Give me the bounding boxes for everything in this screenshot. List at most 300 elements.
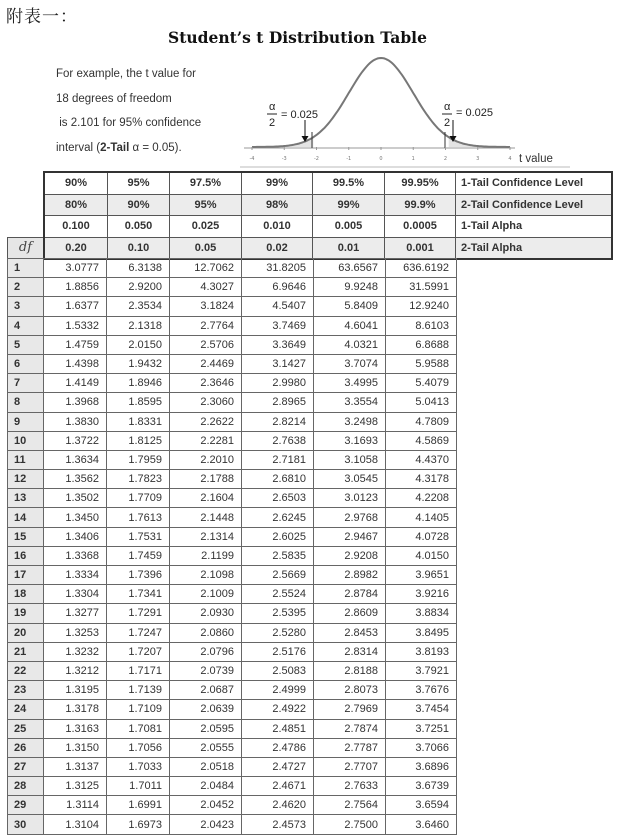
df-cell: 18 bbox=[8, 585, 44, 604]
t-value-cell: 2.5669 bbox=[242, 566, 314, 585]
header-cell: 0.005 bbox=[313, 216, 385, 238]
t-table bbox=[7, 258, 457, 835]
t-value-axis-label: t value bbox=[519, 153, 553, 165]
t-value-cell: 1.3634 bbox=[44, 450, 107, 469]
header-cell: 97.5% bbox=[170, 172, 242, 194]
t-value-cell: 4.1405 bbox=[386, 508, 457, 527]
t-value-cell: 2.5176 bbox=[242, 642, 314, 661]
header-cell: 90% bbox=[44, 172, 108, 194]
example-text bbox=[56, 62, 201, 160]
axis-ticks bbox=[250, 147, 512, 162]
t-value-cell: 3.7921 bbox=[386, 661, 457, 680]
t-value-cell: 2.5280 bbox=[242, 623, 314, 642]
t-value-cell: 2.0739 bbox=[170, 661, 242, 680]
t-value-cell: 2.8982 bbox=[314, 566, 386, 585]
t-value-cell: 2.5706 bbox=[170, 335, 242, 354]
t-value-cell: 3.7676 bbox=[386, 681, 457, 700]
t-value-cell: 1.3178 bbox=[44, 700, 107, 719]
header-cell: 0.001 bbox=[385, 237, 456, 259]
df-cell: 29 bbox=[8, 796, 44, 815]
df-cell: 7 bbox=[8, 374, 44, 393]
t-value-cell: 2.0930 bbox=[170, 604, 242, 623]
t-value-cell: 1.3562 bbox=[44, 470, 107, 489]
header-row bbox=[44, 194, 612, 216]
t-value-cell: 1.3830 bbox=[44, 412, 107, 431]
t-value-cell: 3.1427 bbox=[242, 354, 314, 373]
df-cell: 12 bbox=[8, 470, 44, 489]
t-value-cell: 3.0777 bbox=[44, 259, 107, 278]
axis-tick-label: 4 bbox=[508, 156, 512, 162]
table-row bbox=[8, 546, 457, 565]
t-value-cell: 3.8834 bbox=[386, 604, 457, 623]
t-value-cell: 1.3968 bbox=[44, 393, 107, 412]
df-cell: 24 bbox=[8, 700, 44, 719]
t-value-cell: 2.4851 bbox=[242, 719, 314, 738]
header-cell: 0.20 bbox=[44, 237, 108, 259]
t-value-cell: 4.0150 bbox=[386, 546, 457, 565]
t-value-cell: 1.8946 bbox=[107, 374, 170, 393]
df-cell: 14 bbox=[8, 508, 44, 527]
table-row bbox=[8, 566, 457, 585]
table-row bbox=[8, 527, 457, 546]
table-row bbox=[8, 757, 457, 776]
t-value-cell: 2.4671 bbox=[242, 777, 314, 796]
example-line-2: 18 degrees of freedom bbox=[56, 92, 172, 105]
t-value-cell: 2.7874 bbox=[314, 719, 386, 738]
t-value-cell: 1.8331 bbox=[107, 412, 170, 431]
df-cell: 22 bbox=[8, 661, 44, 680]
right-alpha-denominator: 2 bbox=[444, 117, 451, 129]
t-value-cell: 12.9240 bbox=[386, 297, 457, 316]
table-row bbox=[8, 777, 457, 796]
t-value-cell: 2.7638 bbox=[242, 431, 314, 450]
t-value-cell: 3.6460 bbox=[386, 815, 457, 834]
df-cell: 5 bbox=[8, 335, 44, 354]
header-cell: 98% bbox=[242, 194, 313, 216]
t-value-cell: 2.0595 bbox=[170, 719, 242, 738]
t-value-cell: 1.7396 bbox=[107, 566, 170, 585]
t-value-cell: 1.3137 bbox=[44, 757, 107, 776]
t-value-cell: 1.7109 bbox=[107, 700, 170, 719]
t-value-cell: 1.7531 bbox=[107, 527, 170, 546]
t-value-cell: 2.7764 bbox=[170, 316, 242, 335]
header-cell: 0.05 bbox=[170, 237, 242, 259]
table-row bbox=[8, 738, 457, 757]
t-value-cell: 2.2281 bbox=[170, 431, 242, 450]
df-cell: 27 bbox=[8, 757, 44, 776]
df-cell: 23 bbox=[8, 681, 44, 700]
t-value-cell: 3.6896 bbox=[386, 757, 457, 776]
t-value-cell: 63.6567 bbox=[314, 259, 386, 278]
t-value-cell: 2.1604 bbox=[170, 489, 242, 508]
t-value-cell: 1.3722 bbox=[44, 431, 107, 450]
header-cell: 0.050 bbox=[108, 216, 170, 238]
t-value-cell: 2.7707 bbox=[314, 757, 386, 776]
header-cell: 80% bbox=[44, 194, 108, 216]
t-value-cell: 1.7247 bbox=[107, 623, 170, 642]
t-value-cell: 1.7081 bbox=[107, 719, 170, 738]
t-value-cell: 1.7341 bbox=[107, 585, 170, 604]
table-row bbox=[8, 393, 457, 412]
t-value-cell: 2.0555 bbox=[170, 738, 242, 757]
df-cell: 16 bbox=[8, 546, 44, 565]
t-value-cell: 1.3253 bbox=[44, 623, 107, 642]
axis-tick-label: -2 bbox=[314, 156, 319, 162]
t-value-cell: 2.0687 bbox=[170, 681, 242, 700]
axis-tick-label: -1 bbox=[346, 156, 352, 162]
t-value-cell: 2.8453 bbox=[314, 623, 386, 642]
t-value-cell: 3.1058 bbox=[314, 450, 386, 469]
table-row bbox=[8, 297, 457, 316]
header-cell: 95% bbox=[170, 194, 242, 216]
t-value-cell: 2.9768 bbox=[314, 508, 386, 527]
t-value-cell: 1.3304 bbox=[44, 585, 107, 604]
t-value-cell: 5.8409 bbox=[314, 297, 386, 316]
t-value-cell: 1.3334 bbox=[44, 566, 107, 585]
t-value-cell: 1.3195 bbox=[44, 681, 107, 700]
example-line-3: is 2.101 for 95% confidence bbox=[59, 117, 202, 129]
df-cell: 19 bbox=[8, 604, 44, 623]
t-value-cell: 2.8784 bbox=[314, 585, 386, 604]
t-value-cell: 1.7011 bbox=[107, 777, 170, 796]
t-value-cell: 3.8193 bbox=[386, 642, 457, 661]
t-value-cell: 2.9467 bbox=[314, 527, 386, 546]
t-value-cell: 2.4573 bbox=[242, 815, 314, 834]
t-value-cell: 1.7207 bbox=[107, 642, 170, 661]
t-value-cell: 3.9216 bbox=[386, 585, 457, 604]
header-row bbox=[44, 172, 612, 194]
df-column-header: df bbox=[7, 237, 43, 259]
table-row bbox=[8, 489, 457, 508]
t-value-cell: 3.9651 bbox=[386, 566, 457, 585]
t-value-cell: 5.4079 bbox=[386, 374, 457, 393]
t-value-cell: 2.5083 bbox=[242, 661, 314, 680]
right-alpha-numerator: α bbox=[444, 101, 451, 113]
table-row bbox=[8, 661, 457, 680]
t-value-cell: 6.9646 bbox=[242, 278, 314, 297]
t-value-cell: 5.9588 bbox=[386, 354, 457, 373]
t-value-cell: 3.2498 bbox=[314, 412, 386, 431]
t-value-cell: 2.1788 bbox=[170, 470, 242, 489]
t-value-cell: 2.5395 bbox=[242, 604, 314, 623]
t-value-cell: 1.8595 bbox=[107, 393, 170, 412]
df-cell: 15 bbox=[8, 527, 44, 546]
df-cell: 4 bbox=[8, 316, 44, 335]
t-value-cell: 2.4786 bbox=[242, 738, 314, 757]
table-row bbox=[8, 412, 457, 431]
header-row bbox=[44, 237, 612, 259]
t-value-cell: 2.4922 bbox=[242, 700, 314, 719]
t-value-cell: 2.0150 bbox=[107, 335, 170, 354]
t-value-cell: 2.0860 bbox=[170, 623, 242, 642]
header-cell: 0.02 bbox=[242, 237, 313, 259]
t-value-cell: 1.3277 bbox=[44, 604, 107, 623]
t-value-cell: 2.1009 bbox=[170, 585, 242, 604]
t-value-cell: 3.1693 bbox=[314, 431, 386, 450]
t-value-cell: 3.7454 bbox=[386, 700, 457, 719]
t-value-cell: 2.3646 bbox=[170, 374, 242, 393]
density-curve bbox=[252, 58, 510, 147]
t-value-cell: 4.2208 bbox=[386, 489, 457, 508]
t-value-cell: 4.3178 bbox=[386, 470, 457, 489]
t-value-cell: 2.8609 bbox=[314, 604, 386, 623]
t-value-cell: 1.7171 bbox=[107, 661, 170, 680]
header-cell: 0.10 bbox=[108, 237, 170, 259]
t-value-cell: 6.8688 bbox=[386, 335, 457, 354]
t-value-cell: 3.4995 bbox=[314, 374, 386, 393]
t-value-cell: 2.3534 bbox=[107, 297, 170, 316]
header-row-label: 2-Tail Confidence Level bbox=[456, 194, 613, 216]
header-cell: 99.5% bbox=[313, 172, 385, 194]
t-value-cell: 1.3163 bbox=[44, 719, 107, 738]
t-distribution-figure bbox=[240, 50, 618, 170]
t-value-cell: 2.8073 bbox=[314, 681, 386, 700]
axis-tick-label: -3 bbox=[281, 156, 287, 162]
df-cell: 25 bbox=[8, 719, 44, 738]
t-value-cell: 2.1314 bbox=[170, 527, 242, 546]
t-value-cell: 4.5869 bbox=[386, 431, 457, 450]
t-value-cell: 2.9200 bbox=[107, 278, 170, 297]
header-cell: 99% bbox=[313, 194, 385, 216]
table-row bbox=[8, 623, 457, 642]
t-value-cell: 1.3150 bbox=[44, 738, 107, 757]
t-value-cell: 1.3125 bbox=[44, 777, 107, 796]
header-table bbox=[43, 171, 613, 260]
df-cell: 10 bbox=[8, 431, 44, 450]
t-value-cell: 3.7469 bbox=[242, 316, 314, 335]
t-value-cell: 4.0728 bbox=[386, 527, 457, 546]
appendix-heading: 附表一： bbox=[6, 7, 78, 27]
t-value-cell: 2.8188 bbox=[314, 661, 386, 680]
header-cell: 99.9% bbox=[385, 194, 456, 216]
t-value-cell: 3.8495 bbox=[386, 623, 457, 642]
table-row bbox=[8, 719, 457, 738]
t-value-cell: 1.7823 bbox=[107, 470, 170, 489]
t-value-cell: 1.3502 bbox=[44, 489, 107, 508]
t-value-cell: 3.3649 bbox=[242, 335, 314, 354]
t-value-cell: 1.3450 bbox=[44, 508, 107, 527]
t-value-cell: 3.0123 bbox=[314, 489, 386, 508]
df-cell: 6 bbox=[8, 354, 44, 373]
df-cell: 26 bbox=[8, 738, 44, 757]
df-cell: 8 bbox=[8, 393, 44, 412]
t-value-cell: 2.9980 bbox=[242, 374, 314, 393]
t-value-cell: 3.6594 bbox=[386, 796, 457, 815]
t-value-cell: 2.0452 bbox=[170, 796, 242, 815]
t-value-cell: 2.1098 bbox=[170, 566, 242, 585]
t-value-cell: 1.9432 bbox=[107, 354, 170, 373]
t-value-cell: 9.9248 bbox=[314, 278, 386, 297]
t-value-cell: 1.7459 bbox=[107, 546, 170, 565]
t-value-cell: 2.7500 bbox=[314, 815, 386, 834]
df-cell: 1 bbox=[8, 259, 44, 278]
t-value-cell: 2.6810 bbox=[242, 470, 314, 489]
t-value-cell: 2.5524 bbox=[242, 585, 314, 604]
header-row-label: 1-Tail Alpha bbox=[456, 216, 613, 238]
t-value-cell: 4.5407 bbox=[242, 297, 314, 316]
t-value-cell: 1.7959 bbox=[107, 450, 170, 469]
t-value-cell: 2.4620 bbox=[242, 796, 314, 815]
t-value-cell: 2.2622 bbox=[170, 412, 242, 431]
t-value-cell: 1.3406 bbox=[44, 527, 107, 546]
t-value-cell: 1.3232 bbox=[44, 642, 107, 661]
example-line-1: For example, the t value for bbox=[56, 68, 196, 80]
header-cell: 95% bbox=[108, 172, 170, 194]
t-value-cell: 1.4398 bbox=[44, 354, 107, 373]
t-value-cell: 2.0423 bbox=[170, 815, 242, 834]
t-value-cell: 3.1824 bbox=[170, 297, 242, 316]
header-cell: 90% bbox=[108, 194, 170, 216]
table-row bbox=[8, 335, 457, 354]
t-value-cell: 1.6973 bbox=[107, 815, 170, 834]
t-value-cell: 2.7633 bbox=[314, 777, 386, 796]
t-value-cell: 1.7709 bbox=[107, 489, 170, 508]
t-value-cell: 1.7613 bbox=[107, 508, 170, 527]
header-cell: 99.95% bbox=[385, 172, 456, 194]
axis-tick-label: -4 bbox=[249, 156, 255, 162]
t-value-cell: 12.7062 bbox=[170, 259, 242, 278]
df-cell: 11 bbox=[8, 450, 44, 469]
header-cell: 0.025 bbox=[170, 216, 242, 238]
t-value-cell: 4.4370 bbox=[386, 450, 457, 469]
t-value-cell: 4.6041 bbox=[314, 316, 386, 335]
t-value-cell: 1.3368 bbox=[44, 546, 107, 565]
table-row bbox=[8, 374, 457, 393]
t-value-cell: 31.8205 bbox=[242, 259, 314, 278]
t-value-cell: 5.0413 bbox=[386, 393, 457, 412]
t-value-cell: 2.6245 bbox=[242, 508, 314, 527]
t-value-cell: 1.8125 bbox=[107, 431, 170, 450]
table-row bbox=[8, 431, 457, 450]
df-cell: 2 bbox=[8, 278, 44, 297]
table-row bbox=[8, 450, 457, 469]
table-row bbox=[8, 354, 457, 373]
t-value-cell: 2.3060 bbox=[170, 393, 242, 412]
t-value-cell: 1.6991 bbox=[107, 796, 170, 815]
t-value-cell: 2.4727 bbox=[242, 757, 314, 776]
t-value-cell: 1.3114 bbox=[44, 796, 107, 815]
t-value-cell: 2.0518 bbox=[170, 757, 242, 776]
t-value-cell: 2.8214 bbox=[242, 412, 314, 431]
table-row bbox=[8, 278, 457, 297]
header-row bbox=[44, 216, 612, 238]
table-row bbox=[8, 642, 457, 661]
t-value-cell: 4.0321 bbox=[314, 335, 386, 354]
t-value-cell: 1.4759 bbox=[44, 335, 107, 354]
t-value-cell: 2.8965 bbox=[242, 393, 314, 412]
table-row bbox=[8, 585, 457, 604]
t-value-cell: 2.7787 bbox=[314, 738, 386, 757]
t-value-cell: 1.7056 bbox=[107, 738, 170, 757]
t-value-cell: 636.6192 bbox=[386, 259, 457, 278]
header-row-label: 1-Tail Confidence Level bbox=[456, 172, 613, 194]
t-value-cell: 2.0639 bbox=[170, 700, 242, 719]
t-value-cell: 2.1318 bbox=[107, 316, 170, 335]
left-alpha-denominator: 2 bbox=[269, 117, 276, 129]
t-value-cell: 3.3554 bbox=[314, 393, 386, 412]
header-cell: 0.0005 bbox=[385, 216, 456, 238]
header-row-label: 2-Tail Alpha bbox=[456, 237, 613, 259]
table-row bbox=[8, 815, 457, 834]
df-cell: 28 bbox=[8, 777, 44, 796]
t-value-cell: 1.3104 bbox=[44, 815, 107, 834]
t-value-cell: 6.3138 bbox=[107, 259, 170, 278]
t-value-cell: 8.6103 bbox=[386, 316, 457, 335]
t-value-cell: 3.0545 bbox=[314, 470, 386, 489]
axis-tick-label: 2 bbox=[443, 156, 448, 162]
t-value-cell: 4.7809 bbox=[386, 412, 457, 431]
df-cell: 21 bbox=[8, 642, 44, 661]
df-cell: 17 bbox=[8, 566, 44, 585]
t-value-cell: 2.4469 bbox=[170, 354, 242, 373]
table-row bbox=[8, 796, 457, 815]
axis-tick-label: 0 bbox=[379, 156, 383, 162]
t-value-cell: 2.7969 bbox=[314, 700, 386, 719]
example-line-4: interval (2-Tail α = 0.05). bbox=[56, 141, 182, 154]
t-value-cell: 2.6025 bbox=[242, 527, 314, 546]
t-value-cell: 2.8314 bbox=[314, 642, 386, 661]
t-value-cell: 1.5332 bbox=[44, 316, 107, 335]
t-value-cell: 2.7181 bbox=[242, 450, 314, 469]
t-value-cell: 3.7066 bbox=[386, 738, 457, 757]
t-value-cell: 2.9208 bbox=[314, 546, 386, 565]
left-alpha-value: = 0.025 bbox=[281, 109, 319, 121]
left-alpha-numerator: α bbox=[269, 101, 276, 113]
t-value-cell: 1.4149 bbox=[44, 374, 107, 393]
t-value-cell: 1.6377 bbox=[44, 297, 107, 316]
table-row bbox=[8, 681, 457, 700]
t-value-cell: 2.2010 bbox=[170, 450, 242, 469]
right-alpha-value: = 0.025 bbox=[456, 107, 494, 119]
table-row bbox=[8, 259, 457, 278]
t-value-cell: 2.6503 bbox=[242, 489, 314, 508]
table-row bbox=[8, 700, 457, 719]
t-value-cell: 3.7251 bbox=[386, 719, 457, 738]
header-cell: 99% bbox=[242, 172, 313, 194]
t-value-cell: 1.7139 bbox=[107, 681, 170, 700]
t-value-cell: 2.0484 bbox=[170, 777, 242, 796]
header-cell: 0.01 bbox=[313, 237, 385, 259]
header-cell: 0.100 bbox=[44, 216, 108, 238]
t-value-cell: 2.5835 bbox=[242, 546, 314, 565]
axis-tick-label: 3 bbox=[476, 156, 480, 162]
df-cell: 9 bbox=[8, 412, 44, 431]
df-cell: 30 bbox=[8, 815, 44, 834]
t-value-cell: 1.3212 bbox=[44, 661, 107, 680]
t-value-cell: 2.0796 bbox=[170, 642, 242, 661]
header-cell: 0.010 bbox=[242, 216, 313, 238]
t-value-cell: 3.7074 bbox=[314, 354, 386, 373]
t-value-cell: 3.6739 bbox=[386, 777, 457, 796]
df-cell: 13 bbox=[8, 489, 44, 508]
table-row bbox=[8, 470, 457, 489]
t-value-cell: 2.7564 bbox=[314, 796, 386, 815]
t-value-cell: 31.5991 bbox=[386, 278, 457, 297]
df-cell: 20 bbox=[8, 623, 44, 642]
t-value-cell: 2.4999 bbox=[242, 681, 314, 700]
df-cell: 3 bbox=[8, 297, 44, 316]
table-row bbox=[8, 316, 457, 335]
t-value-cell: 1.7291 bbox=[107, 604, 170, 623]
t-value-cell: 4.3027 bbox=[170, 278, 242, 297]
axis-tick-label: 1 bbox=[411, 156, 415, 162]
t-value-cell: 2.1199 bbox=[170, 546, 242, 565]
t-value-cell: 2.1448 bbox=[170, 508, 242, 527]
page-title: Student’s t Distribution Table bbox=[168, 28, 427, 47]
t-value-cell: 1.8856 bbox=[44, 278, 107, 297]
t-value-cell: 1.7033 bbox=[107, 757, 170, 776]
table-row bbox=[8, 508, 457, 527]
